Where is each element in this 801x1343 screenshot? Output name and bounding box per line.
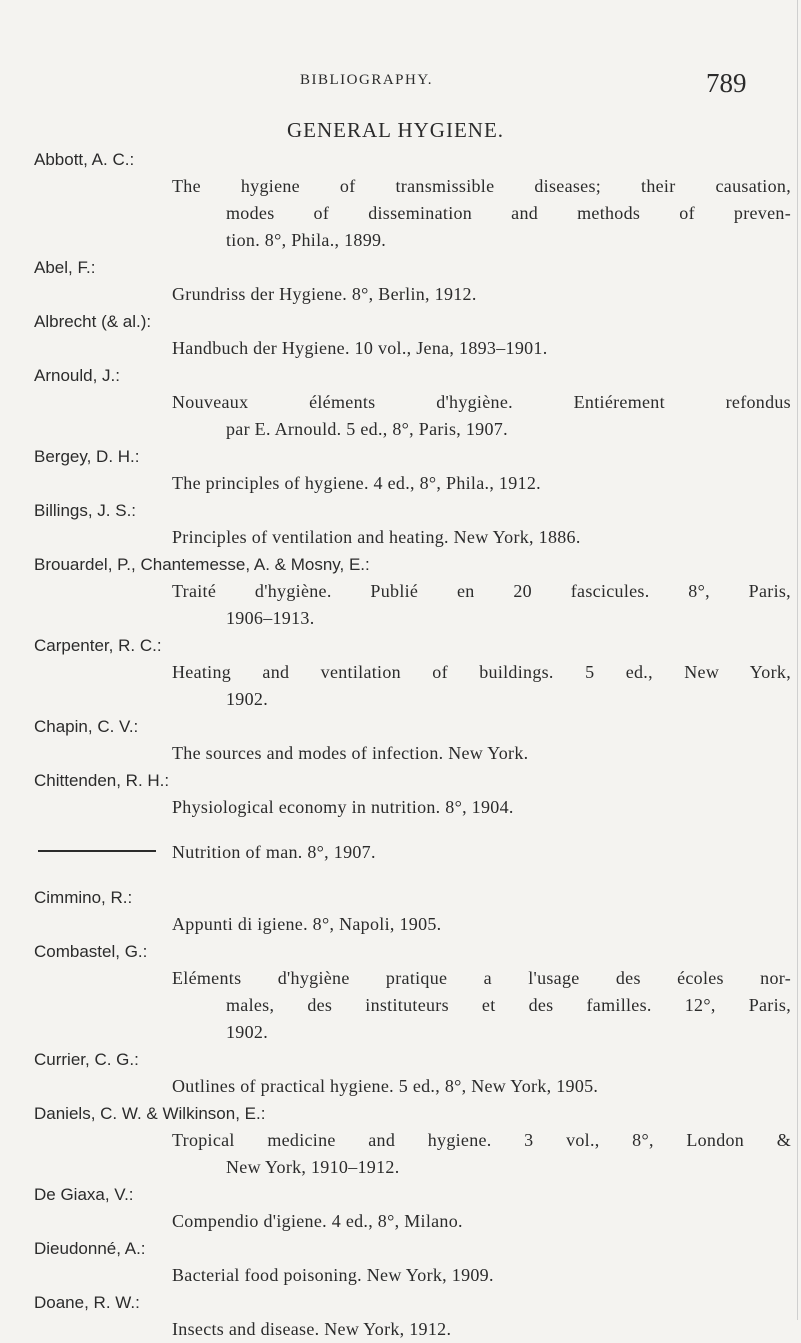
bib-work-title — [172, 1073, 791, 1100]
bib-author: Cimmino, R.: — [34, 888, 133, 907]
page-edge-line — [797, 0, 798, 1320]
bib-work-line: Nutrition of man. 8°, 1907. — [172, 842, 376, 862]
bib-work-title — [172, 1208, 791, 1235]
bib-work-line: Traité d'hygiène. Publié en 20 fascicules. 8°, Paris, — [172, 581, 791, 601]
bib-work-line: 1902. — [226, 689, 268, 709]
bib-work-line: Insects and disease. New York, 1912. — [172, 1319, 452, 1339]
bib-work-title — [172, 740, 791, 767]
bib-entry — [34, 1181, 794, 1235]
bib-entry — [34, 713, 794, 767]
bib-work-line: Heating and ventilation of buildings. 5 ed., New York, — [172, 662, 791, 682]
bib-work-title — [172, 965, 791, 1046]
bib-work-line: tion. 8°, Phila., 1899. — [226, 230, 387, 250]
bib-entry — [34, 938, 794, 1046]
running-head: BIBLIOGRAPHY. — [300, 72, 433, 88]
bib-work-line: Outlines of practical hygiene. 5 ed., 8°, New York, 1905. — [172, 1076, 599, 1096]
bib-entry — [34, 308, 794, 362]
bib-work-title — [172, 524, 791, 551]
bib-work-title — [172, 1127, 791, 1181]
bib-work-line: males, des instituteurs et des familles. 12°, Paris, — [226, 995, 791, 1015]
bib-author: Abbott, A. C.: — [34, 150, 135, 169]
bib-author: Combastel, G.: — [34, 942, 148, 961]
bib-entry — [34, 632, 794, 713]
bib-work-line: Grundriss der Hygiene. 8°, Berlin, 1912. — [172, 284, 477, 304]
bib-entry — [34, 884, 794, 938]
bib-work-title — [172, 335, 791, 362]
bib-entry — [34, 1289, 794, 1343]
bib-work-line: 1906–1913. — [226, 608, 315, 628]
bib-entry — [34, 254, 794, 308]
bib-work-line: The hygiene of transmissible diseases; their causation, — [172, 176, 791, 196]
bib-work-line: Nouveaux éléments d'hygiène. Entiérement refondus — [172, 392, 791, 412]
ditto-rule — [38, 850, 156, 852]
bib-author: Currier, C. G.: — [34, 1050, 139, 1069]
bib-work-title — [172, 911, 791, 938]
bib-work-line: The principles of hygiene. 4 ed., 8°, Phila., 1912. — [172, 473, 541, 493]
bib-work-title — [172, 1316, 791, 1343]
bib-entry — [34, 839, 794, 884]
bib-work-title — [172, 578, 791, 632]
bib-entry — [34, 1100, 794, 1181]
bib-work-title — [172, 389, 791, 443]
bib-author: Carpenter, R. C.: — [34, 636, 162, 655]
bib-work-line: New York, 1910–1912. — [226, 1157, 400, 1177]
bib-work-line: Handbuch der Hygiene. 10 vol., Jena, 1893–1901. — [172, 338, 548, 358]
bib-entry — [34, 1046, 794, 1100]
bib-author: Chapin, C. V.: — [34, 717, 139, 736]
bib-entry — [34, 443, 794, 497]
bib-author: Billings, J. S.: — [34, 501, 137, 520]
bib-work-title — [172, 281, 791, 308]
bib-author: Dieudonné, A.: — [34, 1239, 146, 1258]
bib-work-title — [172, 839, 791, 866]
bib-work-line: Tropical medicine and hygiene. 3 vol., 8°, London & — [172, 1130, 791, 1150]
bib-work-line: The sources and modes of infection. New York. — [172, 743, 529, 763]
bib-author: Brouardel, P., Chantemesse, A. & Mosny, E.: — [34, 555, 370, 574]
bib-work-line: Principles of ventilation and heating. New York, 1886. — [172, 527, 581, 547]
bib-author: Albrecht (& al.): — [34, 312, 152, 331]
bib-author: Chittenden, R. H.: — [34, 771, 170, 790]
bib-work-line: Bacterial food poisoning. New York, 1909. — [172, 1265, 494, 1285]
bib-work-line: par E. Arnould. 5 ed., 8°, Paris, 1907. — [226, 419, 508, 439]
bib-author: Abel, F.: — [34, 258, 96, 277]
bib-work-title — [172, 173, 791, 254]
bib-entry — [34, 146, 794, 254]
ditto-entry-row — [34, 839, 794, 866]
bib-work-line: 1902. — [226, 1022, 268, 1042]
bib-entry — [34, 1235, 794, 1289]
bibliography-list — [34, 146, 794, 1343]
section-title: GENERAL HYGIENE. — [287, 118, 505, 142]
bib-author: Arnould, J.: — [34, 366, 120, 385]
bib-work-line: modes of dissemination and methods of preven- — [226, 203, 791, 223]
bib-entry — [34, 551, 794, 632]
bib-work-line: Compendio d'igiene. 4 ed., 8°, Milano. — [172, 1211, 463, 1231]
bib-entry — [34, 362, 794, 443]
bib-author: De Giaxa, V.: — [34, 1185, 134, 1204]
bib-entry — [34, 497, 794, 551]
bib-work-line: Appunti di igiene. 8°, Napoli, 1905. — [172, 914, 442, 934]
page-number: 789 — [706, 68, 747, 98]
bib-work-title — [172, 1262, 791, 1289]
bib-work-title — [172, 794, 791, 821]
bib-author: Doane, R. W.: — [34, 1293, 140, 1312]
bib-work-title — [172, 659, 791, 713]
bib-work-line: Physiological economy in nutrition. 8°, 1904. — [172, 797, 514, 817]
bib-work-line: Eléments d'hygiène pratique a l'usage des écoles nor- — [172, 968, 791, 988]
bib-author: Bergey, D. H.: — [34, 447, 140, 466]
bib-entry — [34, 767, 794, 821]
bib-author: Daniels, C. W. & Wilkinson, E.: — [34, 1104, 266, 1123]
bib-work-title — [172, 470, 791, 497]
entry-gap — [34, 866, 794, 884]
